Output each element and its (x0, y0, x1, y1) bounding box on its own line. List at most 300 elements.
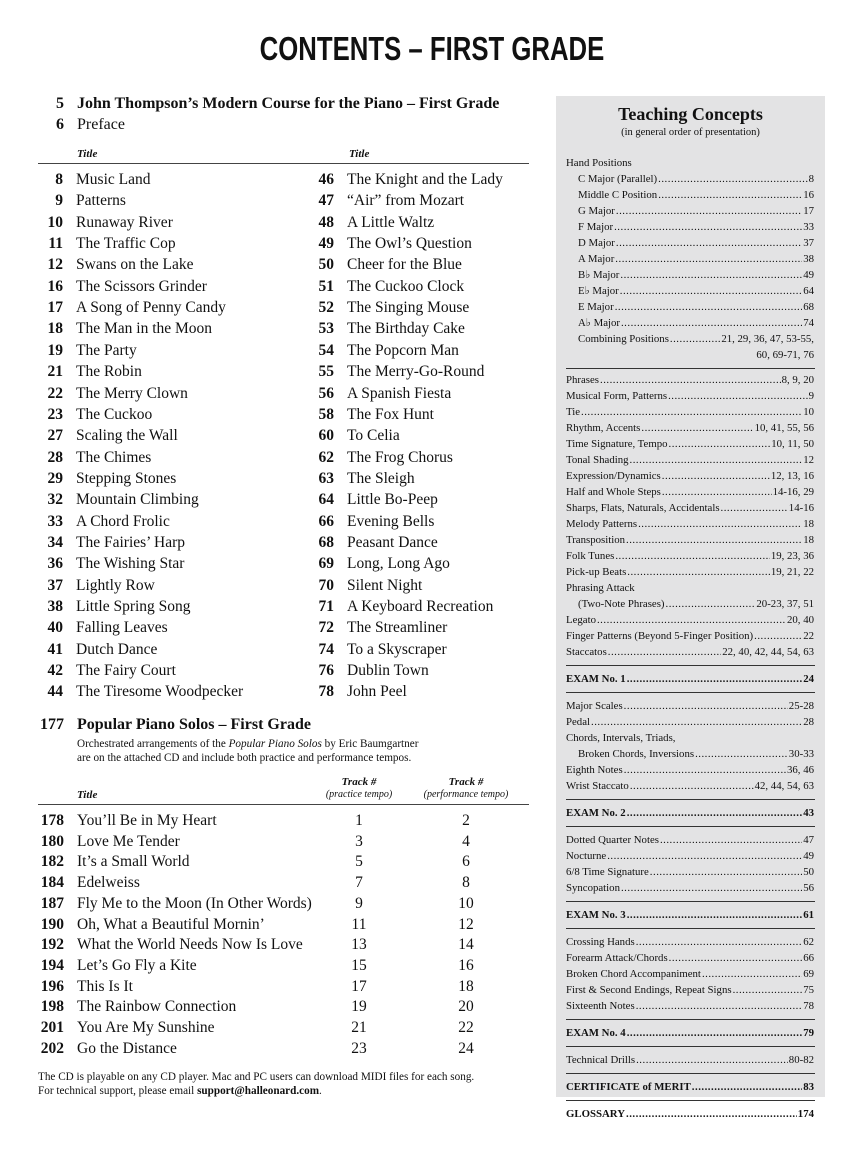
toc-entry[interactable] (309, 383, 451, 404)
concept-label: Melody Patterns (566, 518, 638, 530)
chords-heading: Chords, Intervals, Triads, (566, 732, 676, 744)
toc-entry[interactable] (309, 254, 462, 275)
concept-label: Middle C Position (578, 189, 658, 201)
page-number: 8 (55, 171, 63, 188)
toc-entry[interactable] (309, 575, 422, 596)
concept-entry[interactable] (566, 951, 814, 966)
concept-pages: 16 (803, 189, 814, 201)
concept-pages: 18 (803, 518, 814, 530)
toc-entry[interactable] (38, 468, 176, 489)
concept-label: A♭ Major (578, 317, 620, 329)
concept-entry[interactable] (578, 284, 814, 299)
concept-entry[interactable] (566, 699, 814, 714)
page-number: 62 (318, 448, 334, 466)
toc-entry[interactable] (309, 511, 434, 532)
certificate-entry[interactable] (566, 1080, 814, 1095)
concept-entry[interactable] (566, 715, 814, 730)
leader-dots (636, 935, 803, 950)
concept-entry[interactable] (578, 204, 814, 219)
concept-pages: 61 (803, 909, 814, 921)
toc-entry[interactable] (38, 212, 173, 233)
page-number: 194 (40, 956, 64, 974)
song-title: Dublin Town (347, 662, 429, 680)
toc-entry[interactable] (38, 190, 126, 211)
practice-track-number: 21 (351, 1019, 367, 1036)
toc-entry[interactable] (38, 404, 152, 425)
toc-entry[interactable] (309, 190, 464, 211)
page-number: 72 (318, 619, 334, 637)
toc-entry[interactable] (309, 596, 493, 617)
concept-entry[interactable] (566, 517, 814, 532)
phrasing-heading: Phrasing Attack (566, 582, 635, 594)
divider (38, 804, 529, 805)
concept-pages: 10, 41, 55, 56 (754, 422, 814, 434)
toc-entry[interactable] (309, 233, 472, 254)
toc-entry[interactable] (38, 297, 226, 318)
song-title: It’s a Small World (77, 853, 190, 871)
toc-entry[interactable] (309, 681, 407, 702)
page-number: 19 (47, 341, 63, 359)
toc-entry[interactable] (309, 553, 450, 574)
concept-pages: 19, 23, 36 (770, 550, 814, 562)
song-title: Patterns (76, 192, 126, 210)
concept-entry[interactable] (566, 865, 814, 880)
concept-entry[interactable] (566, 999, 814, 1014)
page-number: 46 (318, 171, 334, 188)
support-email-link[interactable]: support@halleonard.com (197, 1085, 320, 1097)
page-number: 190 (40, 915, 64, 933)
concept-entry[interactable] (578, 220, 814, 235)
divider (566, 368, 815, 369)
concept-pages: 20-23, 37, 51 (756, 598, 814, 610)
concept-entry[interactable] (578, 747, 814, 762)
concept-label: Staccatos (566, 646, 607, 658)
toc-entry[interactable] (309, 617, 447, 638)
toc-entry[interactable] (309, 639, 447, 660)
concept-label: Rhythm, Accents (566, 422, 641, 434)
concept-label: Eighth Notes (566, 764, 623, 776)
concept-pages: 80-82 (788, 1054, 814, 1066)
concept-entry[interactable] (566, 881, 814, 896)
song-title: The Fairy Court (76, 662, 176, 680)
song-title: A Little Waltz (347, 213, 435, 231)
page-number: 55 (318, 363, 334, 381)
toc-entry[interactable] (309, 361, 484, 382)
toc-entry[interactable] (38, 233, 176, 254)
concept-entry[interactable] (566, 849, 814, 864)
concept-entry[interactable] (578, 188, 814, 203)
concept-entry[interactable] (566, 501, 814, 516)
concept-entry[interactable] (578, 252, 814, 267)
page-number: 44 (47, 683, 63, 701)
song-row[interactable] (30, 934, 303, 955)
concept-entry[interactable] (566, 779, 814, 794)
leader-dots (754, 629, 802, 644)
concept-label: Phrases (566, 374, 599, 386)
page-number: 10 (47, 213, 63, 231)
song-title: Edelweiss (77, 874, 140, 892)
concept-entry[interactable] (578, 597, 814, 612)
concept-label: Expression/Dynamics (566, 470, 661, 482)
concept-entry[interactable] (566, 421, 814, 436)
concept-pages: 12 (803, 454, 814, 466)
page-number: 11 (48, 235, 63, 253)
concept-label: Sixteenth Notes (566, 1000, 635, 1012)
performance-track-number: 22 (458, 1019, 474, 1036)
song-row[interactable] (30, 872, 140, 893)
performance-track-number: 14 (458, 936, 474, 954)
concept-pages: 14-16 (788, 502, 814, 514)
toc-entry[interactable] (309, 447, 453, 468)
song-title: A Chord Frolic (76, 512, 170, 530)
song-title: Long, Long Ago (347, 555, 450, 573)
song-row[interactable] (30, 996, 236, 1017)
performance-track-number: 6 (462, 853, 470, 871)
concept-label: Crossing Hands (566, 936, 635, 948)
song-title: Scaling the Wall (76, 427, 178, 445)
song-title: What the World Needs Now Is Love (77, 936, 303, 954)
concept-entry[interactable] (566, 405, 814, 420)
song-title: The Streamliner (347, 619, 448, 637)
page-number: 50 (318, 256, 334, 274)
footer-text: For technical support, please email (38, 1085, 198, 1097)
song-title: Fly Me to the Moon (In Other Words) (77, 894, 312, 912)
concept-entry[interactable] (566, 373, 814, 388)
song-title: The Cuckoo Clock (347, 277, 465, 295)
concept-pages: 74 (803, 317, 814, 329)
page-number: 180 (40, 832, 64, 850)
concept-label: Combining Positions (578, 333, 669, 345)
concept-entry[interactable] (566, 935, 814, 950)
page-number: 40 (47, 619, 63, 637)
toc-entry[interactable] (38, 596, 191, 617)
song-title: Falling Leaves (76, 619, 168, 637)
concept-pages: 36, 46 (787, 764, 814, 776)
toc-entry[interactable] (309, 297, 469, 318)
concept-entry[interactable] (566, 485, 814, 500)
concept-label: First & Second Endings, Repeat Signs (566, 984, 732, 996)
exam-entry[interactable] (566, 806, 814, 821)
song-title: Stepping Stones (76, 469, 177, 487)
leader-dots (692, 1080, 802, 1095)
concept-entry[interactable] (566, 613, 814, 628)
concept-label: Major Scales (566, 700, 623, 712)
song-row[interactable] (30, 1038, 177, 1059)
concept-pages: 69 (803, 968, 814, 980)
page-number: 29 (47, 469, 63, 487)
concept-pages-continued: 60, 69-71, 76 (756, 349, 814, 361)
exam-entry[interactable] (566, 672, 814, 687)
leader-dots (670, 332, 720, 347)
entry-title: Preface (77, 116, 125, 133)
concept-pages: 14-16, 29 (772, 486, 814, 498)
concept-pages: 30-33 (788, 748, 814, 760)
toc-entry[interactable] (38, 383, 188, 404)
exam-entry[interactable] (566, 1026, 814, 1041)
song-title: The Birthday Cake (347, 320, 465, 338)
intro-entry[interactable] (38, 116, 125, 134)
concept-entry[interactable] (566, 763, 814, 778)
toc-entry[interactable] (38, 169, 150, 190)
concept-pages: 8, 9, 20 (781, 374, 814, 386)
concept-label: A Major (578, 253, 615, 265)
concept-pages: 43 (803, 807, 814, 819)
page-number: 51 (318, 277, 334, 295)
performance-track-number: 10 (458, 894, 474, 912)
performance-track-number: 18 (458, 977, 474, 995)
toc-entry[interactable] (309, 468, 415, 489)
concept-entry[interactable] (566, 833, 814, 848)
divider (566, 665, 815, 666)
toc-entry[interactable] (38, 425, 178, 446)
concept-entry[interactable] (566, 1053, 814, 1068)
concept-label: EXAM No. 3 (566, 909, 626, 921)
leader-dots (636, 1053, 788, 1068)
concept-label: 6/8 Time Signature (566, 866, 649, 878)
divider (566, 826, 815, 827)
concept-pages: 10 (803, 406, 814, 418)
concept-pages: 42, 44, 54, 63 (754, 780, 814, 792)
page-number: 64 (318, 491, 334, 509)
toc-entry[interactable] (38, 318, 212, 339)
concept-pages: 17 (803, 205, 814, 217)
concept-pages: 33 (803, 221, 814, 233)
concept-pages: 20, 40 (787, 614, 814, 626)
leader-dots (662, 469, 770, 484)
concept-entry[interactable] (566, 533, 814, 548)
leader-dots (650, 865, 802, 880)
concept-label: Folk Tunes (566, 550, 615, 562)
song-title: The Merry Clown (76, 384, 188, 402)
toc-entry[interactable] (38, 639, 157, 660)
performance-track-number: 2 (462, 812, 470, 829)
toc-entry[interactable] (38, 340, 137, 361)
concept-entry[interactable] (566, 629, 814, 644)
concept-entry[interactable] (566, 645, 814, 660)
concept-entry[interactable] (566, 967, 814, 982)
toc-entry[interactable] (38, 532, 185, 553)
page-number: 76 (318, 662, 334, 680)
concept-entry[interactable] (566, 453, 814, 468)
leader-dots (641, 421, 753, 436)
toc-entry[interactable] (38, 511, 170, 532)
page-number: 34 (47, 533, 63, 551)
concept-label: Pedal (566, 716, 590, 728)
performance-track-number: 24 (458, 1039, 474, 1057)
track-performance-header: Track # (448, 776, 484, 788)
toc-entry[interactable] (309, 340, 459, 361)
concept-entry[interactable] (566, 469, 814, 484)
exam-entry[interactable] (566, 908, 814, 923)
concept-entry[interactable] (578, 172, 814, 187)
concept-entry[interactable] (578, 236, 814, 251)
concept-label: Sharps, Flats, Naturals, Accidentals (566, 502, 720, 514)
toc-entry[interactable] (309, 318, 465, 339)
page-number: 41 (47, 640, 63, 658)
song-title: Love Me Tender (77, 832, 180, 850)
page-number: 177 (40, 716, 64, 733)
leader-dots (615, 252, 802, 267)
toc-entry[interactable] (38, 660, 176, 681)
concept-entry[interactable] (578, 300, 814, 315)
glossary-entry[interactable] (566, 1107, 814, 1122)
concept-label: Syncopation (566, 882, 620, 894)
concept-label: EXAM No. 1 (566, 673, 626, 685)
title-column-header: Title (77, 148, 98, 160)
song-title: The Man in the Moon (76, 320, 213, 338)
song-title: Go the Distance (77, 1039, 177, 1057)
song-row[interactable] (30, 851, 190, 872)
concept-pages: 9 (808, 390, 814, 402)
leader-dots (614, 220, 802, 235)
page-number: 42 (47, 662, 63, 680)
practice-track-number: 13 (351, 936, 367, 954)
concept-pages: 66 (803, 952, 814, 964)
page-number: 52 (318, 299, 334, 317)
concept-entry[interactable] (566, 389, 814, 404)
leader-dots (668, 389, 808, 404)
song-row[interactable] (30, 955, 197, 976)
title-column-header: Title (77, 789, 98, 801)
song-row[interactable] (30, 914, 265, 935)
concept-pages: 83 (803, 1081, 814, 1093)
page-number: 184 (40, 874, 64, 892)
concept-label: Nocturne (566, 850, 607, 862)
section-title: Popular Piano Solos – First Grade (77, 716, 311, 733)
leader-dots (607, 849, 802, 864)
concept-entry[interactable] (566, 437, 814, 452)
leader-dots (627, 565, 770, 580)
concept-entry[interactable] (566, 565, 814, 580)
toc-entry[interactable] (38, 361, 142, 382)
song-title: The Robin (76, 363, 142, 381)
page-number: 28 (47, 448, 63, 466)
song-title: Let’s Go Fly a Kite (77, 956, 197, 974)
song-title: Silent Night (347, 576, 423, 594)
practice-track-number: 9 (355, 894, 363, 912)
page-number: 33 (47, 512, 63, 530)
concept-entry[interactable] (578, 332, 814, 347)
page-number: 5 (56, 95, 64, 112)
song-title: The Cuckoo (76, 405, 153, 423)
concept-label: Technical Drills (566, 1054, 636, 1066)
hand-positions-heading: Hand Positions (566, 157, 632, 169)
concept-label: Musical Form, Patterns (566, 390, 668, 402)
page-number: 66 (318, 512, 334, 530)
divider (566, 1046, 815, 1047)
toc-entry[interactable] (38, 254, 194, 275)
page-number: 47 (318, 192, 334, 210)
divider (566, 1019, 815, 1020)
concept-pages: 64 (803, 285, 814, 297)
practice-track-number: 19 (351, 998, 367, 1016)
performance-track-number: 12 (458, 915, 474, 933)
performance-track-number: 20 (458, 998, 474, 1016)
concept-label: Wrist Staccato (566, 780, 629, 792)
page-number: 201 (40, 1019, 64, 1036)
song-row[interactable] (30, 810, 217, 831)
song-title: A Spanish Fiesta (347, 384, 452, 402)
leader-dots (658, 188, 802, 203)
concept-label: C Major (Parallel) (578, 173, 658, 185)
toc-entry[interactable] (38, 617, 168, 638)
concept-pages: 28 (803, 716, 814, 728)
toc-entry[interactable] (309, 489, 438, 510)
leader-dots (624, 763, 786, 778)
toc-entry[interactable] (38, 575, 155, 596)
song-title: Oh, What a Beautiful Mornin’ (77, 915, 265, 933)
toc-entry[interactable] (38, 553, 184, 574)
leader-dots (626, 533, 802, 548)
page-number: 23 (47, 405, 63, 423)
page-number: 49 (318, 235, 334, 253)
intro-entry[interactable] (38, 95, 499, 113)
toc-entry[interactable] (309, 404, 434, 425)
page-number: 6 (56, 116, 64, 133)
song-row[interactable] (30, 976, 133, 997)
leader-dots (624, 699, 788, 714)
page-number: 38 (47, 598, 63, 615)
toc-entry[interactable] (309, 425, 400, 446)
toc-entry[interactable] (309, 212, 434, 233)
toc-entry[interactable] (38, 447, 151, 468)
concept-entry[interactable] (578, 316, 814, 331)
concept-pages: 56 (803, 882, 814, 894)
toc-entry[interactable] (309, 276, 464, 297)
song-row[interactable] (30, 893, 312, 914)
divider (566, 1073, 815, 1074)
practice-track-number: 7 (355, 874, 363, 892)
concept-label: Transposition (566, 534, 625, 546)
leader-dots (630, 779, 754, 794)
song-row[interactable] (30, 831, 180, 852)
leader-dots (666, 597, 756, 612)
entry-title: John Thompson’s Modern Course for the Piano – First Grade (77, 95, 500, 112)
teaching-concepts-panel (556, 96, 825, 1120)
concept-label: Time Signature, Tempo (566, 438, 668, 450)
toc-entry[interactable] (38, 276, 207, 297)
leader-dots (636, 999, 803, 1014)
concept-entry[interactable] (566, 983, 814, 998)
practice-track-number: 5 (355, 853, 363, 871)
concept-entry[interactable] (578, 268, 814, 283)
leader-dots (638, 517, 802, 532)
page-number: 56 (318, 384, 334, 402)
toc-entry[interactable] (309, 532, 438, 553)
song-title: The Rainbow Connection (77, 998, 237, 1016)
toc-entry[interactable] (38, 489, 199, 510)
song-title: John Peel (347, 683, 407, 701)
song-row[interactable] (30, 1017, 215, 1038)
page-number: 58 (318, 405, 334, 423)
practice-track-number: 17 (351, 977, 367, 995)
song-title: The Chimes (76, 448, 152, 466)
toc-entry[interactable] (309, 660, 429, 681)
song-title: The Frog Chorus (347, 448, 453, 466)
page-number: 202 (40, 1039, 64, 1057)
concept-label: Broken Chords, Inversions (578, 748, 695, 760)
toc-entry[interactable] (309, 169, 503, 190)
concept-entry[interactable] (566, 549, 814, 564)
toc-entry[interactable] (38, 681, 243, 702)
song-title: The Party (76, 341, 137, 359)
popular-section-heading[interactable] (30, 716, 311, 734)
description-emphasis: Popular Piano Solos (228, 738, 322, 750)
leader-dots (733, 983, 803, 998)
divider (38, 163, 529, 164)
song-title: The Sleigh (347, 469, 415, 487)
song-title: The Merry-Go-Round (347, 363, 485, 381)
